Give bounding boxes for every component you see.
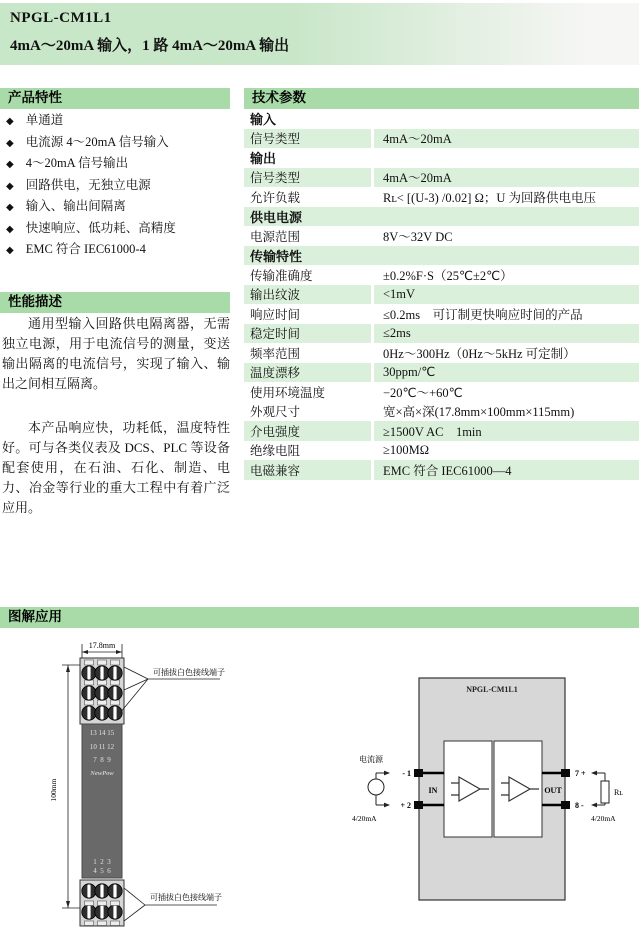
spec-value: Rʟ< [(U-3) /0.02] Ω；U 为回路供电电压 <box>371 187 639 207</box>
feature-text: 电流源 4～20mA 信号输入 <box>25 134 169 149</box>
feature-text: 回路供电，无独立电源 <box>25 177 151 192</box>
load-label: Rʟ <box>614 788 623 797</box>
load-resistor <box>591 771 623 823</box>
spec-label: 传输特性 <box>250 248 303 264</box>
width-dimension <box>82 641 122 658</box>
feature-item <box>4 114 230 129</box>
spec-value: ≤2ms <box>371 324 639 344</box>
doc-header <box>0 3 639 65</box>
current-source <box>352 754 390 823</box>
spec-value: 0Hz～300Hz（0Hz～5kHz 可定制） <box>371 343 639 363</box>
spec-value: ≥100MΩ <box>371 441 639 461</box>
callout-top-label: 可插拔白色接线端子 <box>153 668 225 677</box>
spec-label: 输出纹波 <box>250 288 301 303</box>
spec-value: 8V～32V DC <box>371 226 639 246</box>
dim-arrow-right-icon <box>116 650 122 654</box>
spec-label: 外观尺寸 <box>250 405 301 420</box>
terminal-label-in-plus: + 2 <box>400 801 411 810</box>
spec-label: 绝缘电阻 <box>250 444 301 459</box>
features-heading: 产品特性 <box>0 88 230 109</box>
spec-value: ±0.2%F·S（25℃±2℃） <box>371 265 639 285</box>
spec-row <box>244 226 639 246</box>
spec-row <box>244 402 639 422</box>
feature-text: 输入、输出间隔离 <box>25 199 126 213</box>
arrow-right-icon <box>384 771 390 776</box>
terminal-label-out-minus: 8 - <box>575 801 584 810</box>
spec-section-row <box>244 246 639 266</box>
spec-value: ≤0.2ms 可订制更快响应时间的产品 <box>371 304 639 324</box>
diamond-bullet-icon: ◆ <box>6 137 14 149</box>
height-dimension <box>49 665 82 908</box>
terminal-numbers-row: 13 14 15 <box>89 729 115 737</box>
spec-label: 电磁兼容 <box>250 463 301 478</box>
spec-label: 响应时间 <box>250 307 301 322</box>
callout-bottom-label: 可插拔白色接线端子 <box>150 893 222 902</box>
spec-row <box>244 285 639 305</box>
spec-row <box>244 460 639 480</box>
spec-row <box>244 304 639 324</box>
feature-item <box>4 200 230 215</box>
out-label: OUT <box>544 786 562 795</box>
height-dimension-label: 100mm <box>49 778 58 802</box>
feature-item <box>4 222 230 237</box>
feature-item <box>4 136 230 151</box>
product-title: NPGL-CM1L1 <box>10 10 112 26</box>
spec-row <box>244 441 639 461</box>
callout-top <box>120 667 225 713</box>
load-range-label: 4/20mA <box>591 814 616 823</box>
terminal-numbers-row: 10 11 12 <box>89 743 115 751</box>
dim-arrow-down-icon <box>66 901 70 908</box>
spec-value: <1mV <box>371 285 639 305</box>
features-list <box>0 114 230 265</box>
feature-item <box>4 157 230 172</box>
terminal-screws-top <box>82 666 122 720</box>
feature-text: EMC 符合 IEC61000-4 <box>25 242 146 256</box>
spec-label: 温度漂移 <box>250 366 301 381</box>
description-heading: 性能描述 <box>0 292 230 313</box>
description-paragraph: 通用型输入回路供电隔离器，无需独立电源，用于电流信号的测量，变送输出隔离的电流信号，实现了输入、输出之间相互隔离。 <box>2 316 230 391</box>
spec-value: 宽×高×深(17.8mm×100mm×115mm) <box>371 402 639 422</box>
spec-section-row <box>244 109 639 129</box>
specs-table <box>244 109 639 480</box>
arrow-right-icon <box>384 803 390 808</box>
spec-row <box>244 265 639 285</box>
spec-row <box>244 129 639 149</box>
description-paragraph: 本产品响应快，功耗低，温度特性好。可与各类仪表及 DCS、PLC 等设备配套使用，在石油、石化、制造、电力、冶金等行业的重大工程中有着广泛应用。 <box>2 420 230 515</box>
spec-label: 信号类型 <box>250 132 301 147</box>
description-body <box>2 314 230 518</box>
terminal-block-bottom <box>80 880 124 926</box>
spec-section-row <box>244 207 639 227</box>
device-drawing <box>40 635 340 930</box>
circuit-title: NPGL-CM1L1 <box>466 685 518 694</box>
spec-value: 4mA～20mA <box>371 129 639 149</box>
source-range-label: 4/20mA <box>352 814 377 823</box>
diagram-heading: 图解应用 <box>0 607 639 628</box>
spec-label: 稳定时间 <box>250 327 301 342</box>
spec-label: 允许负载 <box>250 190 301 205</box>
spec-value: 4mA～20mA <box>371 168 639 188</box>
feature-text: 4～20mA 信号输出 <box>25 156 129 170</box>
circuit-diagram <box>345 655 639 915</box>
spec-label: 供电电源 <box>250 209 303 225</box>
spec-label: 介电强度 <box>250 424 301 439</box>
current-source-label: 电流源 <box>359 755 383 764</box>
diamond-bullet-icon: ◆ <box>6 180 14 192</box>
spec-label: 输入 <box>250 112 277 128</box>
spec-value: EMC 符合 IEC61000—4 <box>371 460 639 480</box>
diamond-bullet-icon: ◆ <box>6 159 14 170</box>
spec-label: 传输准确度 <box>250 268 313 283</box>
spec-value: −20℃～+60℃ <box>371 382 639 402</box>
arrow-left-icon <box>591 803 597 808</box>
terminal-numbers-row: 7 8 9 <box>93 756 111 764</box>
resistor-icon <box>601 781 609 803</box>
spec-label: 信号类型 <box>250 171 301 186</box>
spec-value: 30ppm/℃ <box>371 363 639 383</box>
terminal-block-top <box>80 658 124 724</box>
spec-label: 频率范围 <box>250 346 301 361</box>
spec-row <box>244 187 639 207</box>
product-subtitle: 4mA～20mA 输入，1 路 4mA～20mA 输出 <box>10 38 290 54</box>
specs-heading: 技术参数 <box>244 88 639 109</box>
spec-row <box>244 324 639 344</box>
callout-bottom <box>124 888 222 921</box>
spec-label: 使用环境温度 <box>250 385 326 400</box>
feature-item <box>4 179 230 194</box>
device-body <box>82 724 122 878</box>
spec-row <box>244 421 639 441</box>
arrow-left-icon <box>591 771 597 776</box>
spec-row <box>244 168 639 188</box>
width-dimension-label: 17.8mm <box>88 641 116 650</box>
dim-arrow-left-icon <box>82 650 88 654</box>
spec-label: 输出 <box>250 151 277 167</box>
feature-text: 单通道 <box>25 113 64 127</box>
feature-text: 快速响应、低功耗、高精度 <box>25 220 176 235</box>
dim-arrow-up-icon <box>66 665 70 672</box>
diamond-bullet-icon: ◆ <box>6 116 14 127</box>
spec-row <box>244 382 639 402</box>
spec-value: ≥1500V AC 1min <box>371 421 639 441</box>
terminal-label-in-minus: - 1 <box>402 769 411 778</box>
diamond-bullet-icon: ◆ <box>6 223 14 235</box>
terminal-numbers-row: 4 5 6 <box>93 867 111 875</box>
diamond-bullet-icon: ◆ <box>6 245 14 256</box>
spec-section-row <box>244 148 639 168</box>
spec-row <box>244 343 639 363</box>
feature-item <box>4 243 230 258</box>
spec-label: 电源范围 <box>250 229 301 244</box>
spec-row <box>244 363 639 383</box>
current-source-icon <box>368 779 384 795</box>
brand-logo: NewPow <box>90 770 114 777</box>
diamond-bullet-icon: ◆ <box>6 202 14 213</box>
terminal-numbers-row: 1 2 3 <box>93 858 111 866</box>
in-label: IN <box>428 786 438 795</box>
terminal-label-out-plus: 7 + <box>575 769 586 778</box>
